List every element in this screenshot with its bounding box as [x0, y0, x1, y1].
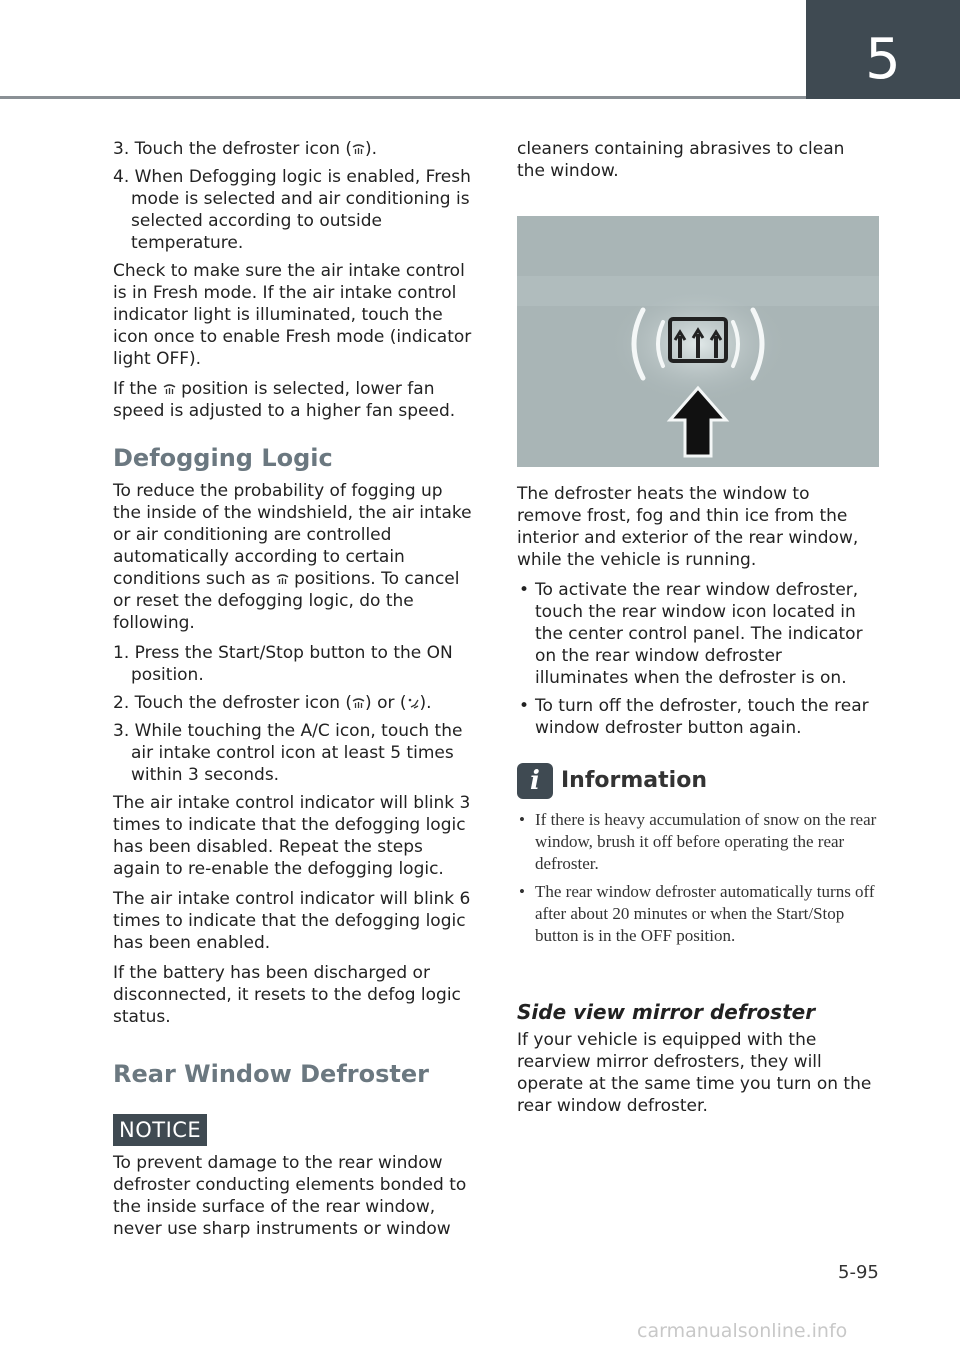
- activate-bullet: • To activate the rear window defroster, touch the rear window icon located in the center control panel. The indicator on the rear window defroster illuminates when the defroster is on.: [517, 579, 877, 689]
- front-defrost-icon: [276, 573, 289, 585]
- information-header: [517, 763, 877, 799]
- notice-label: NOTICE: [113, 1114, 207, 1146]
- defog-intro: [113, 480, 473, 634]
- front-defrost-icon: [163, 383, 176, 395]
- foot-defrost-icon: [407, 697, 420, 709]
- right-column: [517, 138, 877, 1125]
- side-mirror-heading: Side view mirror defroster: [517, 1000, 816, 1024]
- information-title: Information: [561, 768, 707, 793]
- rear-window-defroster-heading: Rear Window Defroster: [113, 1060, 429, 1088]
- info-bullet-auto-off: • The rear window defroster automatically turns off after about 20 minutes or when the Start/Stop button is in the OFF position.: [517, 881, 877, 947]
- step-4-top: 4. When Defogging logic is enabled, Fresh mode is selected and air conditioning is selected according to outside temperature.: [113, 167, 471, 253]
- defog-step-2: [113, 692, 473, 714]
- blink-3-paragraph: The air intake control indicator will blink 3 times to indicate that the defogging logic has been disabled. Repeat the steps again to re-enable the defogging logic.: [113, 793, 471, 879]
- left-column: [113, 138, 473, 1248]
- side-mirror-text: If your vehicle is equipped with the rearview mirror defrosters, they will operate at the same time you turn on the rear window defroster.: [517, 1030, 872, 1116]
- defroster-description: The defroster heats the window to remove frost, fog and thin ice from the interior and exterior of the rear window, while the vehicle is running.: [517, 484, 859, 570]
- fan-text: If the: [113, 379, 163, 399]
- step-text-end: ).: [365, 139, 378, 159]
- front-defrost-icon: [352, 697, 365, 709]
- defog-step-3: 3. While touching the A/C icon, touch the air intake control icon at least 5 times within 3 seconds.: [113, 721, 463, 785]
- blink-6-paragraph: The air intake control indicator will blink 6 times to indicate that the defogging logic has been enabled.: [113, 889, 471, 953]
- chapter-tab: 5: [806, 0, 960, 99]
- step2-text: 2. Touch the defroster icon (: [113, 693, 353, 713]
- step2-mid: ) or (: [365, 693, 407, 713]
- rear-defroster-photo: [517, 216, 879, 467]
- page-number: 5-95: [838, 1262, 879, 1283]
- notice-text: To prevent damage to the rear window defroster conducting elements bonded to the inside surface of the rear window, never use sharp instruments or window: [113, 1153, 467, 1239]
- rear-defrost-illustration: [517, 216, 879, 467]
- defog-intro-text: To reduce the probability of fogging up the inside of the windshield, the air intake or air conditioning are controlled automatically according to certain conditions such as: [113, 481, 472, 589]
- info-bullet-snow: • If there is heavy accumulation of snow on the rear window, brush it off before operating the rear defroster.: [517, 809, 877, 875]
- front-defrost-icon: [352, 143, 365, 155]
- battery-paragraph: If the battery has been discharged or disconnected, it resets to the defog logic status.: [113, 963, 461, 1027]
- defog-intro-end: positions. To cancel or reset the defogging logic, do the following.: [113, 569, 460, 633]
- fan-text-end: position is selected, lower fan speed is adjusted to a higher fan speed.: [113, 379, 456, 421]
- watermark: carmanualsonline.info: [637, 1320, 848, 1342]
- defog-step-1: 1. Press the Start/Stop button to the ON position.: [113, 643, 453, 685]
- step2-end: ).: [419, 693, 432, 713]
- notice-continued: cleaners containing abrasives to clean the window.: [517, 139, 845, 181]
- info-icon: i: [517, 763, 553, 799]
- turn-off-bullet: • To turn off the defroster, touch the rear window defroster button again.: [517, 695, 877, 739]
- step-text: 3. Touch the defroster icon (: [113, 139, 353, 159]
- defogging-logic-heading: Defogging Logic: [113, 444, 333, 472]
- header-rule: [0, 96, 806, 99]
- step-3-top: [113, 138, 473, 160]
- fresh-mode-paragraph: Check to make sure the air intake control is in Fresh mode. If the air intake control indicator light is illuminated, touch the icon once to enable Fresh mode (indicator light OFF).: [113, 261, 472, 369]
- fan-speed-paragraph: [113, 378, 473, 422]
